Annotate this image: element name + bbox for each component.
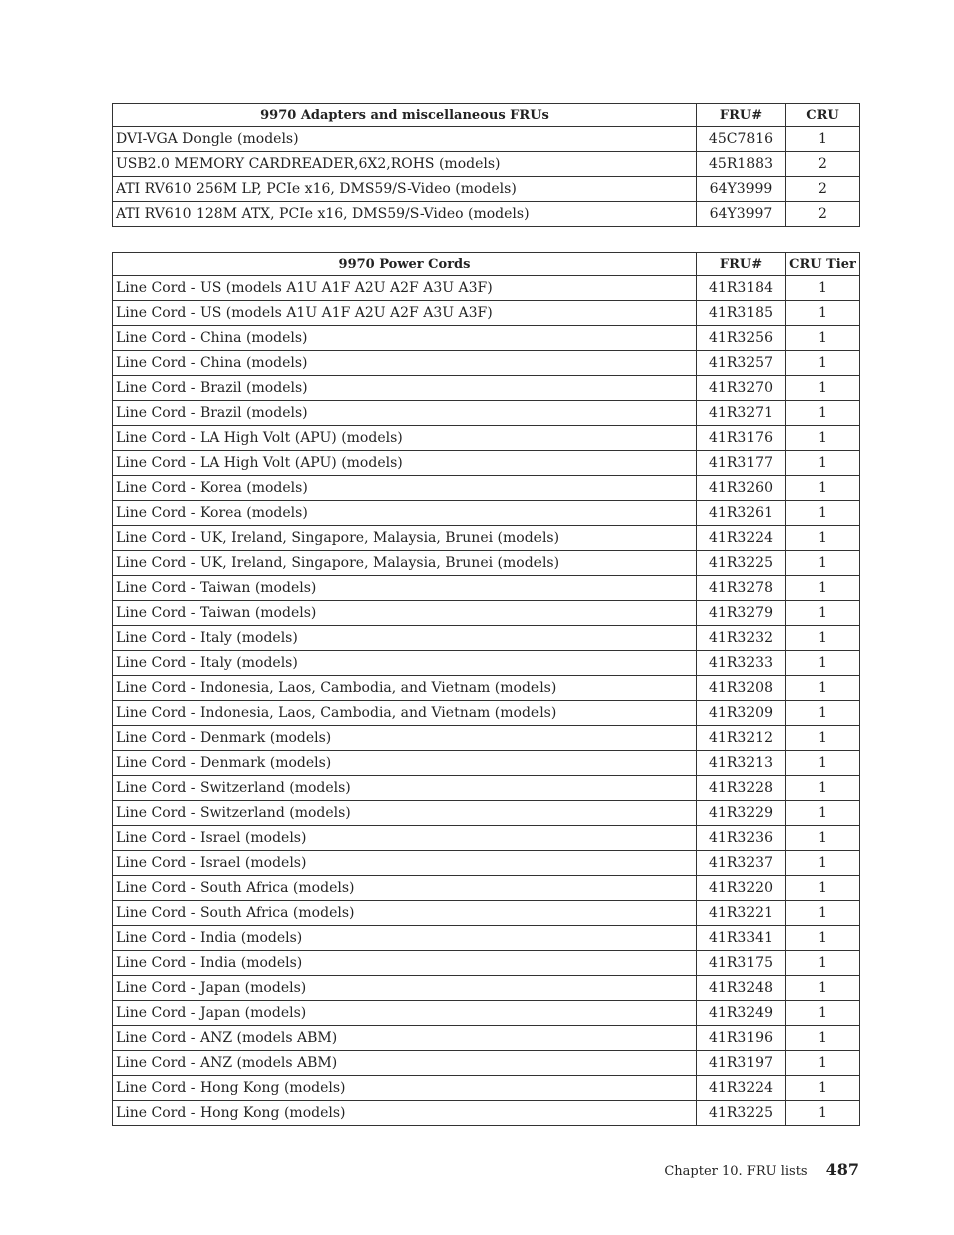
description-cell: Line Cord - Taiwan (models) — [113, 601, 697, 626]
description-cell: DVI-VGA Dongle (models) — [113, 127, 697, 152]
table-row — [113, 476, 860, 501]
table-row — [113, 651, 860, 676]
description-cell: USB2.0 MEMORY CARDREADER,6X2,ROHS (models) — [113, 152, 697, 177]
description-cell: Line Cord - Japan (models) — [113, 1001, 697, 1026]
cru-cell: 1 — [786, 1026, 860, 1051]
description-cell: Line Cord - Israel (models) — [113, 826, 697, 851]
description-cell: Line Cord - Switzerland (models) — [113, 801, 697, 826]
description-cell: Line Cord - India (models) — [113, 951, 697, 976]
cru-cell: 1 — [786, 351, 860, 376]
description-cell: Line Cord - UK, Ireland, Singapore, Malaysia, Brunei (models) — [113, 526, 697, 551]
fru-number-cell: 41R3185 — [697, 301, 786, 326]
description-cell: Line Cord - US (models A1U A1F A2U A2F A3U A3F) — [113, 301, 697, 326]
fru-number-cell: 41R3196 — [697, 1026, 786, 1051]
table-row — [113, 826, 860, 851]
fru-number-cell: 41R3233 — [697, 651, 786, 676]
fru-number-cell: 41R3208 — [697, 676, 786, 701]
fru-number-cell: 41R3175 — [697, 951, 786, 976]
fru-number-cell: 41R3221 — [697, 901, 786, 926]
table-row — [113, 1076, 860, 1101]
description-cell: Line Cord - Indonesia, Laos, Cambodia, and Vietnam (models) — [113, 676, 697, 701]
cru-cell: 1 — [786, 501, 860, 526]
cru-cell: 1 — [786, 1051, 860, 1076]
cru-cell: 1 — [786, 976, 860, 1001]
cru-cell: 2 — [786, 202, 860, 227]
cru-cell: 1 — [786, 1101, 860, 1126]
table-header-row — [113, 104, 860, 127]
table-row — [113, 726, 860, 751]
fru-number-cell: 64Y3999 — [697, 177, 786, 202]
table-row — [113, 1026, 860, 1051]
table-row — [113, 901, 860, 926]
description-cell: Line Cord - ANZ (models ABM) — [113, 1051, 697, 1076]
cru-cell: 1 — [786, 701, 860, 726]
fru-number-cell: 41R3213 — [697, 751, 786, 776]
adapters-table — [112, 103, 860, 227]
table-row — [113, 951, 860, 976]
column-header-cru: CRU — [786, 104, 860, 127]
fru-number-cell: 41R3176 — [697, 426, 786, 451]
fru-number-cell: 41R3184 — [697, 276, 786, 301]
table-row — [113, 551, 860, 576]
fru-number-cell: 41R3271 — [697, 401, 786, 426]
cru-cell: 1 — [786, 651, 860, 676]
power-cords-table — [112, 252, 860, 1126]
description-cell: Line Cord - Brazil (models) — [113, 376, 697, 401]
cru-cell: 1 — [786, 576, 860, 601]
cru-cell: 1 — [786, 127, 860, 152]
fru-number-cell: 41R3249 — [697, 1001, 786, 1026]
fru-number-cell: 41R3232 — [697, 626, 786, 651]
fru-number-cell: 41R3225 — [697, 1101, 786, 1126]
cru-cell: 1 — [786, 951, 860, 976]
cru-cell: 1 — [786, 1001, 860, 1026]
description-cell: Line Cord - India (models) — [113, 926, 697, 951]
fru-number-cell: 41R3225 — [697, 551, 786, 576]
table-row — [113, 401, 860, 426]
table-row — [113, 426, 860, 451]
column-header-fru: FRU# — [697, 104, 786, 127]
table-row — [113, 751, 860, 776]
description-cell: Line Cord - Denmark (models) — [113, 726, 697, 751]
table-row — [113, 1051, 860, 1076]
column-header-fru: FRU# — [697, 253, 786, 276]
cru-cell: 1 — [786, 401, 860, 426]
cru-cell: 1 — [786, 726, 860, 751]
description-cell: Line Cord - South Africa (models) — [113, 901, 697, 926]
description-cell: Line Cord - Indonesia, Laos, Cambodia, and Vietnam (models) — [113, 701, 697, 726]
table-row — [113, 576, 860, 601]
fru-number-cell: 45R1883 — [697, 152, 786, 177]
cru-cell: 1 — [786, 926, 860, 951]
table-row — [113, 851, 860, 876]
cru-cell: 1 — [786, 901, 860, 926]
cru-cell: 1 — [786, 826, 860, 851]
fru-number-cell: 41R3279 — [697, 601, 786, 626]
table-row — [113, 451, 860, 476]
cru-cell: 1 — [786, 526, 860, 551]
table-row — [113, 776, 860, 801]
table-row — [113, 127, 860, 152]
fru-number-cell: 41R3278 — [697, 576, 786, 601]
table-row — [113, 276, 860, 301]
table-row — [113, 701, 860, 726]
cru-cell: 1 — [786, 476, 860, 501]
description-cell: Line Cord - Italy (models) — [113, 651, 697, 676]
description-cell: Line Cord - Taiwan (models) — [113, 576, 697, 601]
column-header-description: 9970 Adapters and miscellaneous FRUs — [113, 104, 697, 127]
table-row — [113, 351, 860, 376]
description-cell: Line Cord - US (models A1U A1F A2U A2F A3U A3F) — [113, 276, 697, 301]
table-row — [113, 601, 860, 626]
column-header-cru-tier: CRU Tier — [786, 253, 860, 276]
cru-cell: 1 — [786, 601, 860, 626]
fru-number-cell: 41R3260 — [697, 476, 786, 501]
table-row — [113, 376, 860, 401]
description-cell: Line Cord - Hong Kong (models) — [113, 1076, 697, 1101]
fru-number-cell: 41R3257 — [697, 351, 786, 376]
cru-cell: 1 — [786, 1076, 860, 1101]
description-cell: ATI RV610 128M ATX, PCIe x16, DMS59/S-Video (models) — [113, 202, 697, 227]
cru-cell: 1 — [786, 876, 860, 901]
chapter-label: Chapter 10. FRU lists — [664, 1164, 808, 1179]
cru-cell: 1 — [786, 676, 860, 701]
description-cell: Line Cord - UK, Ireland, Singapore, Malaysia, Brunei (models) — [113, 551, 697, 576]
column-header-description: 9970 Power Cords — [113, 253, 697, 276]
cru-cell: 2 — [786, 152, 860, 177]
table-row — [113, 152, 860, 177]
table-row — [113, 301, 860, 326]
description-cell: Line Cord - LA High Volt (APU) (models) — [113, 451, 697, 476]
table-row — [113, 676, 860, 701]
fru-number-cell: 41R3256 — [697, 326, 786, 351]
description-cell: Line Cord - South Africa (models) — [113, 876, 697, 901]
cru-cell: 1 — [786, 801, 860, 826]
table-header-row — [113, 253, 860, 276]
description-cell: Line Cord - Japan (models) — [113, 976, 697, 1001]
description-cell: Line Cord - Switzerland (models) — [113, 776, 697, 801]
cru-cell: 1 — [786, 751, 860, 776]
fru-number-cell: 41R3209 — [697, 701, 786, 726]
page-footer — [664, 1160, 859, 1179]
cru-cell: 1 — [786, 276, 860, 301]
table-row — [113, 976, 860, 1001]
fru-number-cell: 41R3224 — [697, 1076, 786, 1101]
cru-cell: 1 — [786, 851, 860, 876]
table-row — [113, 202, 860, 227]
description-cell: Line Cord - LA High Volt (APU) (models) — [113, 426, 697, 451]
page-number: 487 — [825, 1160, 859, 1179]
description-cell: Line Cord - Korea (models) — [113, 476, 697, 501]
table-row — [113, 1101, 860, 1126]
description-cell: Line Cord - Denmark (models) — [113, 751, 697, 776]
fru-number-cell: 41R3177 — [697, 451, 786, 476]
table-row — [113, 177, 860, 202]
fru-number-cell: 41R3341 — [697, 926, 786, 951]
table-row — [113, 876, 860, 901]
cru-cell: 1 — [786, 301, 860, 326]
cru-cell: 1 — [786, 626, 860, 651]
description-cell: Line Cord - China (models) — [113, 351, 697, 376]
fru-number-cell: 41R3237 — [697, 851, 786, 876]
fru-number-cell: 41R3224 — [697, 526, 786, 551]
table-row — [113, 626, 860, 651]
table-row — [113, 326, 860, 351]
fru-number-cell: 45C7816 — [697, 127, 786, 152]
description-cell: Line Cord - ANZ (models ABM) — [113, 1026, 697, 1051]
table-row — [113, 801, 860, 826]
fru-number-cell: 41R3229 — [697, 801, 786, 826]
table-row — [113, 926, 860, 951]
cru-cell: 1 — [786, 376, 860, 401]
fru-number-cell: 41R3228 — [697, 776, 786, 801]
description-cell: Line Cord - China (models) — [113, 326, 697, 351]
fru-number-cell: 41R3220 — [697, 876, 786, 901]
description-cell: Line Cord - Korea (models) — [113, 501, 697, 526]
cru-cell: 1 — [786, 776, 860, 801]
description-cell: Line Cord - Hong Kong (models) — [113, 1101, 697, 1126]
cru-cell: 1 — [786, 451, 860, 476]
table-row — [113, 526, 860, 551]
fru-number-cell: 41R3212 — [697, 726, 786, 751]
fru-number-cell: 41R3270 — [697, 376, 786, 401]
description-cell: Line Cord - Israel (models) — [113, 851, 697, 876]
cru-cell: 1 — [786, 426, 860, 451]
cru-cell: 2 — [786, 177, 860, 202]
cru-cell: 1 — [786, 551, 860, 576]
table-row — [113, 1001, 860, 1026]
fru-number-cell: 41R3261 — [697, 501, 786, 526]
fru-number-cell: 41R3197 — [697, 1051, 786, 1076]
fru-number-cell: 64Y3997 — [697, 202, 786, 227]
description-cell: Line Cord - Italy (models) — [113, 626, 697, 651]
description-cell: ATI RV610 256M LP, PCIe x16, DMS59/S-Video (models) — [113, 177, 697, 202]
fru-number-cell: 41R3236 — [697, 826, 786, 851]
table-row — [113, 501, 860, 526]
cru-cell: 1 — [786, 326, 860, 351]
description-cell: Line Cord - Brazil (models) — [113, 401, 697, 426]
fru-number-cell: 41R3248 — [697, 976, 786, 1001]
